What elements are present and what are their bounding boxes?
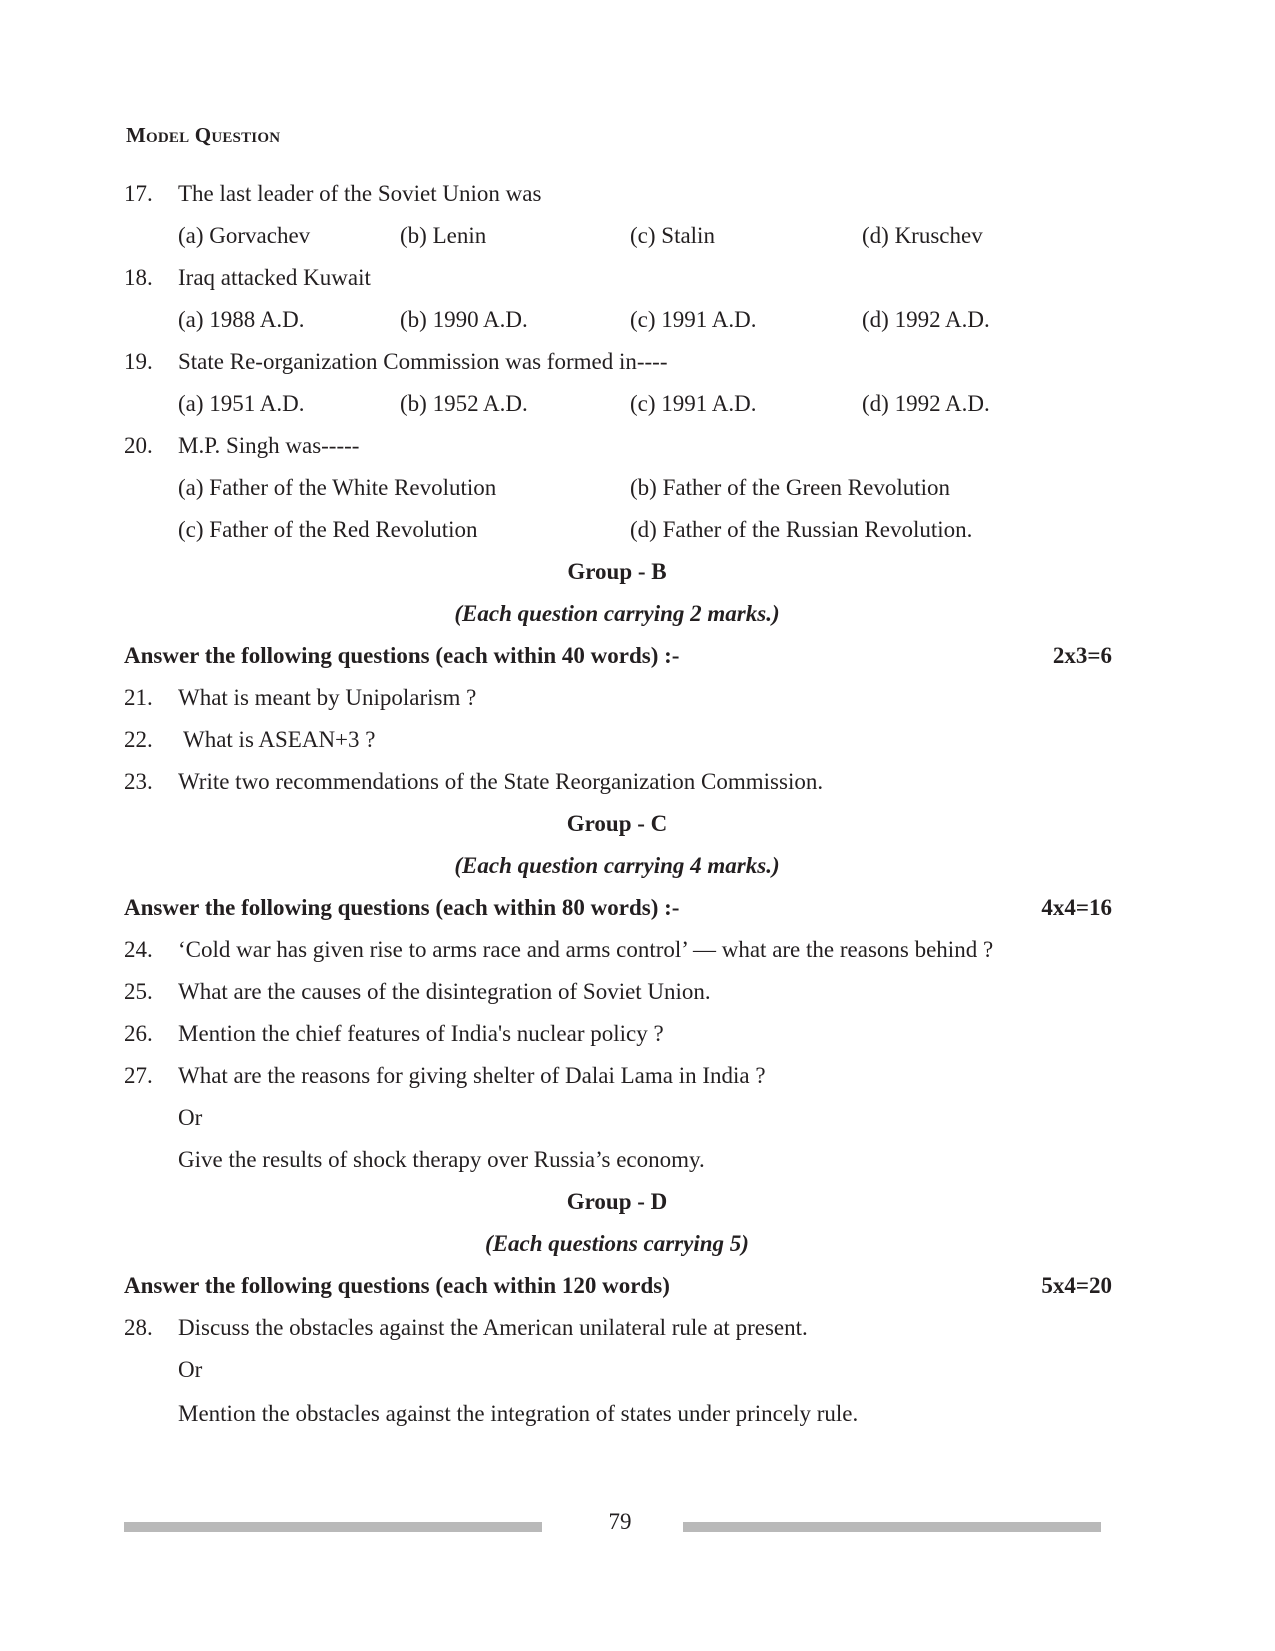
group-b-title: Group - B bbox=[567, 559, 667, 584]
question-number: 18. bbox=[124, 265, 153, 290]
group-c-marks: 4x4=16 bbox=[1041, 895, 1112, 920]
group-b-instruction: Answer the following questions (each within 40 words) :- bbox=[124, 643, 680, 668]
question-text: Mention the chief features of India's nuclear policy ? bbox=[178, 1021, 664, 1046]
question-text: ‘Cold war has given rise to arms race and arms control’ — what are the reasons behind ? bbox=[178, 937, 994, 962]
question-number: 24. bbox=[124, 937, 153, 962]
group-d-subtitle: (Each questions carrying 5) bbox=[485, 1231, 749, 1256]
group-d-instruction: Answer the following questions (each within 120 words) bbox=[124, 1273, 670, 1298]
question-number: 27. bbox=[124, 1063, 153, 1088]
question-number: 22. bbox=[124, 727, 153, 752]
question-text: The last leader of the Soviet Union was bbox=[178, 181, 542, 206]
question-number: 23. bbox=[124, 769, 153, 794]
question-number: 25. bbox=[124, 979, 153, 1004]
or-text: Or bbox=[178, 1105, 203, 1130]
question-number: 21. bbox=[124, 685, 153, 710]
footer-bar-left bbox=[124, 1522, 542, 1532]
option-d: (d) 1992 A.D. bbox=[862, 391, 990, 416]
page-number: 79 bbox=[608, 1509, 632, 1534]
group-d-marks: 5x4=20 bbox=[1041, 1273, 1112, 1298]
group-b-marks: 2x3=6 bbox=[1052, 643, 1112, 668]
question-number: 19. bbox=[124, 349, 153, 374]
option-a: (a) 1988 A.D. bbox=[178, 307, 305, 332]
option-b: (b) 1952 A.D. bbox=[400, 391, 528, 416]
group-c-title: Group - C bbox=[566, 811, 668, 836]
page-header: Model Question bbox=[126, 123, 281, 147]
question-number: 20. bbox=[124, 433, 153, 458]
or-text: Or bbox=[178, 1357, 203, 1382]
option-b: (b) 1990 A.D. bbox=[400, 307, 528, 332]
question-text: What are the reasons for giving shelter of Dalai Lama in India ? bbox=[178, 1063, 766, 1088]
option-c: (c) 1991 A.D. bbox=[630, 391, 757, 416]
group-c-instruction: Answer the following questions (each within 80 words) :- bbox=[124, 895, 680, 920]
group-d-title: Group - D bbox=[566, 1189, 668, 1214]
option-b: (b) Lenin bbox=[400, 223, 487, 248]
question-text: Discuss the obstacles against the American unilateral rule at present. bbox=[178, 1315, 808, 1340]
option-a: (a) 1951 A.D. bbox=[178, 391, 305, 416]
question-number: 17. bbox=[124, 181, 153, 206]
question-text: Iraq attacked Kuwait bbox=[178, 265, 371, 290]
option-c: (c) Stalin bbox=[630, 223, 715, 248]
question-number: 28. bbox=[124, 1315, 153, 1340]
group-c-subtitle: (Each question carrying 4 marks.) bbox=[454, 853, 780, 878]
option-a: (a) Father of the White Revolution bbox=[178, 475, 497, 500]
option-c: (c) 1991 A.D. bbox=[630, 307, 757, 332]
question-number: 26. bbox=[124, 1021, 153, 1046]
option-c: (c) Father of the Red Revolution bbox=[178, 517, 478, 542]
option-d: (d) Kruschev bbox=[862, 223, 983, 248]
option-d: (d) 1992 A.D. bbox=[862, 307, 990, 332]
question-text: Give the results of shock therapy over Russia’s economy. bbox=[178, 1147, 705, 1172]
footer-bar-right bbox=[683, 1522, 1101, 1532]
question-text: What are the causes of the disintegration of Soviet Union. bbox=[178, 979, 711, 1004]
option-b: (b) Father of the Green Revolution bbox=[630, 475, 950, 500]
option-d: (d) Father of the Russian Revolution. bbox=[630, 517, 973, 542]
question-text: State Re-organization Commission was formed in---- bbox=[178, 349, 668, 374]
option-a: (a) Gorvachev bbox=[178, 223, 311, 248]
question-text: Mention the obstacles against the integration of states under princely rule. bbox=[178, 1401, 859, 1426]
group-b-subtitle: (Each question carrying 2 marks.) bbox=[454, 601, 780, 626]
question-text: What is ASEAN+3 ? bbox=[183, 727, 376, 752]
question-text: M.P. Singh was----- bbox=[178, 433, 360, 458]
question-text: What is meant by Unipolarism ? bbox=[178, 685, 477, 710]
question-text: Write two recommendations of the State Reorganization Commission. bbox=[178, 769, 824, 794]
